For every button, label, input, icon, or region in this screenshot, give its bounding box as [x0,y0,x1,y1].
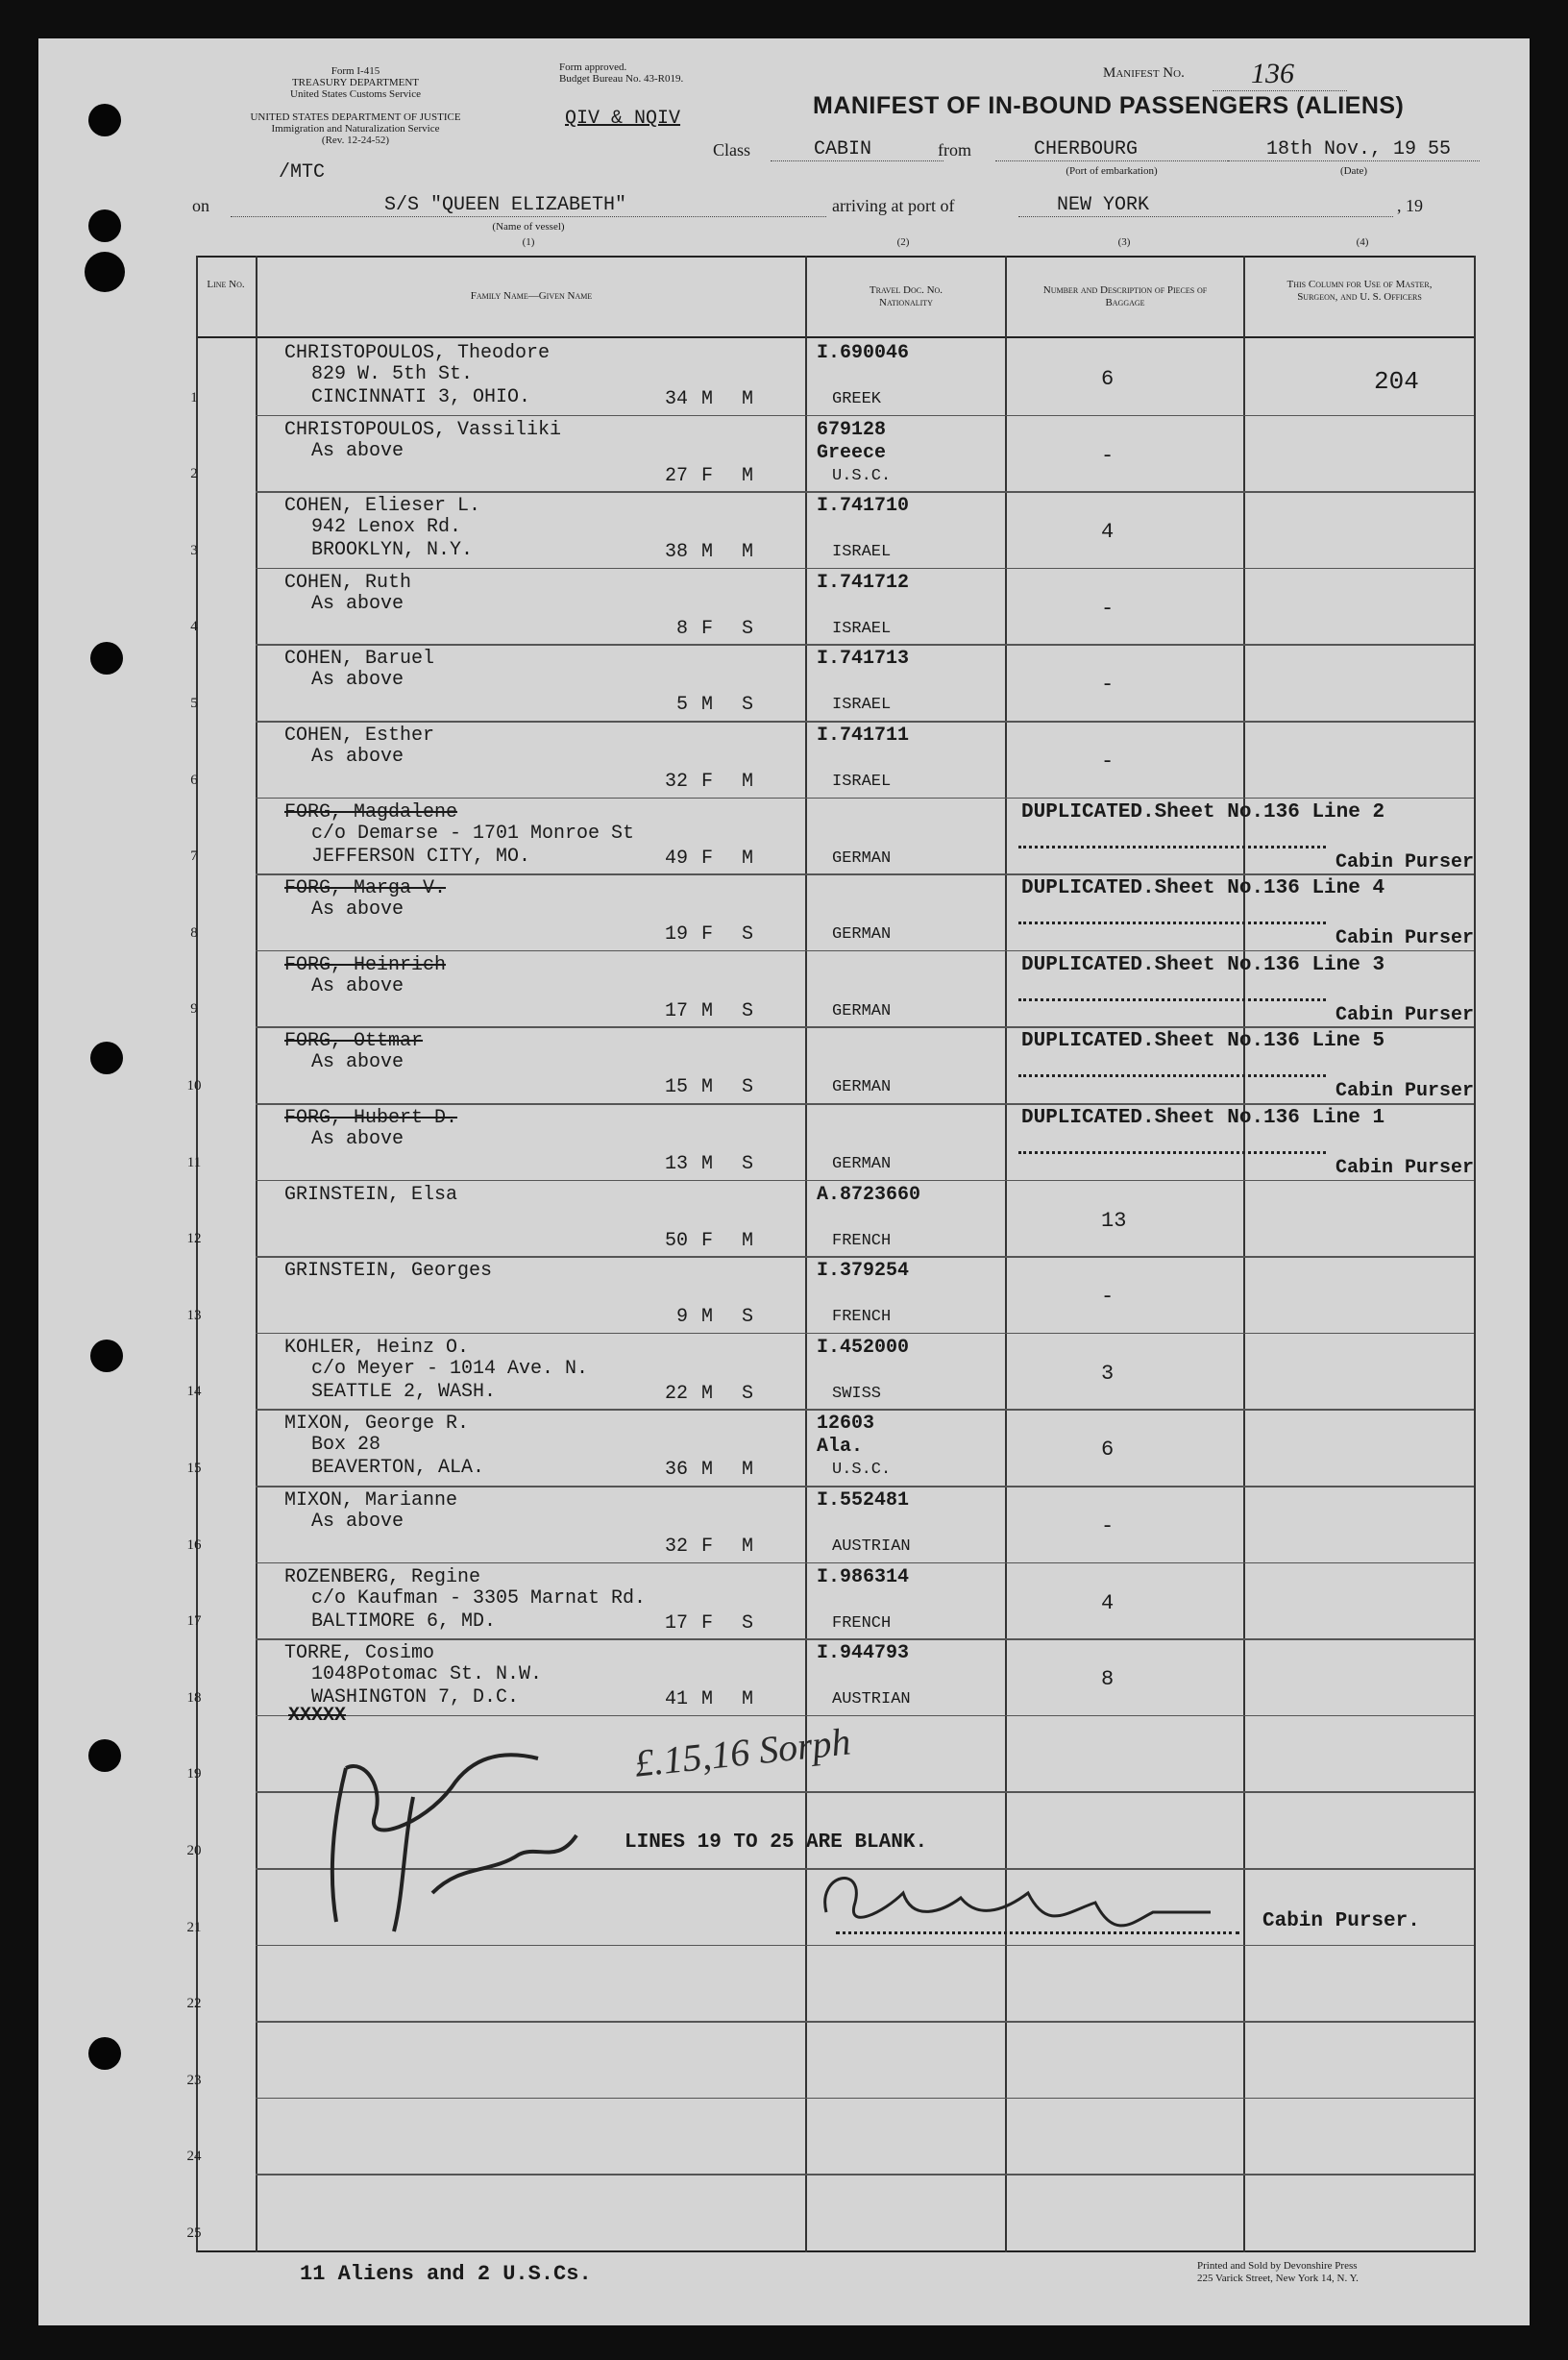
row-separator [256,1715,1474,1717]
visa-codes: QIV & NQIV [565,108,681,130]
signature-line [1018,846,1326,848]
passenger-sex: M [701,1382,714,1405]
passenger-sex: F [701,1229,714,1252]
row-separator [256,2098,1474,2100]
embarkation-caption: (Port of embarkation) [1066,165,1158,177]
struck-out-entry: XXXXX [288,1705,347,1727]
passenger-age: 5 [675,694,688,717]
line-number: 24 [186,2149,202,2165]
table-row [0,798,1568,874]
nationality: ISRAEL [832,773,892,791]
marital-status: S [742,694,754,717]
row-separator [256,2174,1474,2176]
table-row [0,568,1568,645]
signature-line [1018,1151,1326,1154]
punch-hole [88,2037,121,2070]
purser-signature [807,1855,1230,1960]
passenger-age: 19 [664,923,688,946]
passenger-address-2: BALTIMORE 6, MD. [311,1610,497,1633]
line-number: 20 [186,1843,202,1858]
passenger-name: FORG, Ottmar [284,1030,424,1053]
passenger-address-1: As above [311,746,404,768]
travel-doc-number: 679128 [817,418,887,441]
travel-doc-number: I.452000 [817,1336,910,1359]
duplicated-stamp: DUPLICATED.Sheet No.136 Line 1 [1021,1107,1385,1129]
passenger-address-1: 1048Potomac St. N.W. [311,1663,543,1686]
line-number: 13 [186,1307,202,1323]
passenger-name: CHRISTOPOULOS, Vassiliki [284,418,562,441]
table-row [0,873,1568,950]
table-row [0,491,1568,568]
passenger-sex: F [701,1611,714,1635]
passenger-address-1: As above [311,1511,404,1533]
passenger-address-2: WASHINGTON 7, D.C. [311,1686,520,1709]
line-number: 11 [186,1154,202,1170]
line-number: 8 [190,924,198,941]
from-label: from [938,140,971,160]
printer-line-2: 225 Varick Street, New York 14, N. Y. [1197,2273,1359,2284]
justice-info [192,111,519,146]
passenger-age: 17 [664,1611,688,1635]
duplicated-stamp: DUPLICATED.Sheet No.136 Line 2 [1021,800,1385,824]
baggage-count: - [1101,443,1115,468]
manifest-number: 136 [1213,58,1347,91]
marital-status: M [742,388,754,410]
baggage-count: 4 [1101,1590,1115,1615]
table-row [0,1638,1568,1715]
passenger-name: CHRISTOPOULOS, Theodore [284,342,551,364]
passenger-address-1: 829 W. 5th St. [311,363,474,385]
form-info [192,65,519,100]
vessel-name: S/S "QUEEN ELIZABETH" [231,194,826,217]
duplicated-stamp: DUPLICATED.Sheet No.136 Line 5 [1021,1030,1385,1053]
passenger-age: 41 [664,1688,688,1711]
travel-doc-number: A.8723660 [817,1183,921,1206]
passenger-address-1: As above [311,592,404,615]
travel-doc-number: I.552481 [817,1489,910,1512]
line-number: 3 [190,542,198,558]
arrival-date: 18th Nov., 19 55 [1228,138,1480,161]
line-number: 21 [186,1919,202,1935]
class-value: CABIN [771,138,943,161]
baggage-count: - [1101,750,1115,774]
baggage-count: 13 [1101,1208,1127,1233]
nationality: ISRAEL [832,619,892,638]
travel-doc-extra: Ala. [817,1436,864,1459]
line-number: 23 [186,2072,202,2088]
vessel-caption: (Name of vessel) [492,221,565,233]
nationality: FRENCH [832,1308,892,1327]
arrival-port: NEW YORK [1018,194,1393,217]
marital-status: S [742,999,754,1022]
table-row [0,1562,1568,1639]
line-number: 7 [190,848,198,865]
form-number: Form I-415 [331,65,380,77]
passenger-sex: M [701,388,714,410]
col-header-baggage: Number and Description of Pieces of Baggage [1042,284,1208,308]
passenger-address-2: CINCINNATI 3, OHIO. [311,386,531,408]
purser-stamp: Cabin Purser [1335,927,1475,950]
passenger-address-1: 942 Lenox Rd. [311,516,462,539]
marital-status: S [742,1382,754,1405]
class-label: Class [713,140,751,160]
passenger-sex: M [701,999,714,1022]
printer-line-1: Printed and Sold by Devonshire Press [1197,2260,1358,2272]
travel-doc-number: I.741712 [817,571,910,594]
punch-hole [85,252,125,292]
travel-doc-extra: Greece [817,441,887,464]
nationality: U.S.C. [832,466,892,485]
passenger-address-1: As above [311,439,404,462]
revision-date: (Rev. 12-24-52) [321,135,390,146]
nationality: FRENCH [832,1231,892,1250]
signature-line [1018,1074,1326,1077]
marital-status: M [742,847,754,870]
travel-doc-number: I.379254 [817,1260,910,1283]
passenger-sex: F [701,617,714,640]
manifest-label: Manifest No. [1103,65,1185,81]
marital-status: M [742,1688,754,1711]
signature-line [836,1931,1239,1934]
travel-doc-number: I.741710 [817,495,910,518]
date-caption: (Date) [1339,165,1368,177]
table-row [0,1486,1568,1562]
marital-status: M [742,464,754,487]
punch-hole [88,1739,121,1772]
travel-doc-number: I.741713 [817,648,910,671]
passenger-age: 22 [664,1382,688,1405]
passenger-sex: F [701,464,714,487]
marital-status: S [742,1076,754,1099]
blank-lines-note: LINES 19 TO 25 ARE BLANK. [625,1831,928,1854]
passenger-name: KOHLER, Heinz O. [284,1336,470,1359]
passenger-total: 11 Aliens and 2 U.S.Cs. [300,2262,592,2286]
passenger-age: 8 [675,617,688,640]
col-header-line: Line No. [207,279,245,290]
passenger-address-2: BROOKLYN, N.Y. [311,539,474,562]
travel-doc-number: I.741711 [817,725,910,747]
signature-line [1018,998,1326,1001]
travel-doc-number: 12603 [817,1413,875,1436]
marital-status: S [742,1153,754,1175]
marital-status: M [742,771,754,793]
passenger-name: GRINSTEIN, Elsa [284,1183,458,1206]
line-number: 16 [186,1536,202,1553]
nationality: ISRAEL [832,543,892,562]
punch-hole [88,104,121,136]
passenger-sex: F [701,1536,714,1558]
passenger-name: FORG, Hubert D. [284,1107,458,1129]
col-header-doc: Travel Doc. No. Nationality [869,284,943,308]
port-of-embarkation: CHERBOURG [995,138,1228,161]
passenger-address-1: c/o Kaufman - 3305 Marnat Rd. [311,1586,647,1610]
purser-stamp: Cabin Purser [1335,1157,1475,1179]
printer-info [1197,2260,1359,2285]
passenger-sex: M [701,1688,714,1711]
marital-status: M [742,541,754,564]
marital-status: S [742,1306,754,1329]
baggage-count: - [1101,596,1115,621]
passenger-address-1: As above [311,1051,404,1074]
officer-note: 204 [1374,367,1419,396]
passenger-age: 32 [664,771,688,793]
marital-status: M [742,1229,754,1252]
col-number-3: (3) [1117,236,1131,248]
table-row [0,1180,1568,1257]
marital-status: S [742,923,754,946]
justice-dept: UNITED STATES DEPARTMENT OF JUSTICE [250,111,461,123]
punch-hole [88,209,121,242]
passenger-sex: M [701,1306,714,1329]
passenger-name: GRINSTEIN, Georges [284,1260,493,1283]
nationality: GERMAN [832,1155,892,1173]
baggage-count: 6 [1101,367,1115,391]
passenger-name: FORG, Magdalene [284,800,458,824]
customs-service: United States Customs Service [290,88,421,100]
nationality: ISRAEL [832,696,892,715]
budget-bureau: Budget Bureau No. 43-R019. [559,73,684,85]
table-row [0,950,1568,1027]
line-number: 12 [186,1231,202,1247]
baggage-count: - [1101,673,1115,698]
nationality: GERMAN [832,925,892,945]
passenger-name: TORRE, Cosimo [284,1642,435,1665]
table-row [0,1409,1568,1486]
table-bottom-border [196,2250,1474,2252]
passenger-age: 32 [664,1536,688,1558]
table-row [0,721,1568,798]
nationality: GERMAN [832,1001,892,1020]
passenger-address-1: As above [311,974,404,997]
line-number: 4 [190,619,198,635]
treasury-dept: TREASURY DEPARTMENT [291,77,420,88]
table-row [0,1103,1568,1180]
col-header-officers: This Column for Use of Master, Surgeon, and U. S. Officers [1286,279,1433,303]
line-number: 22 [186,1996,202,2012]
passenger-age: 36 [664,1459,688,1482]
passenger-age: 38 [664,541,688,564]
passenger-age: 49 [664,847,688,870]
line-number: 19 [186,1766,202,1782]
baggage-count: 6 [1101,1438,1115,1463]
purser-stamp: Cabin Purser [1335,1003,1475,1026]
passenger-sex: M [701,1459,714,1482]
marital-status: S [742,1611,754,1635]
baggage-count: 3 [1101,1361,1115,1386]
passenger-address-2: SEATTLE 2, WASH. [311,1380,497,1403]
passenger-address-1: c/o Demarse - 1701 Monroe St [311,822,635,845]
line-number: 15 [186,1461,202,1476]
col-number-1: (1) [522,236,535,248]
passenger-name: MIXON, George R. [284,1413,470,1436]
nationality: AUSTRIAN [832,1690,911,1709]
marital-status: M [742,1459,754,1482]
travel-doc-number: I.690046 [817,342,910,364]
passenger-age: 13 [664,1153,688,1175]
baggage-count: 8 [1101,1667,1115,1692]
marital-status: M [742,1536,754,1558]
ins-service: Immigration and Naturalization Service [271,123,440,135]
passenger-address-1: Box 28 [311,1434,381,1457]
passenger-name: MIXON, Marianne [284,1489,458,1512]
line-number: 9 [190,1001,198,1018]
baggage-count: - [1101,1514,1115,1538]
passenger-name: COHEN, Elieser L. [284,495,481,518]
line-number: 25 [186,2225,202,2241]
passenger-address-1: As above [311,1128,404,1150]
passenger-age: 27 [664,464,688,487]
passenger-address-1: As above [311,898,404,922]
nationality: FRENCH [832,1613,892,1633]
passenger-sex: M [701,1153,714,1175]
passenger-address-2: BEAVERTON, ALA. [311,1457,485,1480]
table-row [0,338,1568,415]
passenger-sex: M [701,1076,714,1099]
table-row [0,1333,1568,1410]
marital-status: S [742,617,754,640]
nationality: GERMAN [832,1078,892,1097]
line-number: 5 [190,696,198,711]
baggage-count: - [1101,1285,1115,1310]
passenger-age: 17 [664,999,688,1022]
passenger-sex: M [701,541,714,564]
line-number: 10 [186,1078,202,1094]
officer-signature [307,1730,615,1960]
purser-stamp: Cabin Purser [1335,1080,1475,1103]
passenger-name: FORG, Heinrich [284,953,447,976]
line-number: 6 [190,772,198,788]
line-number: 17 [186,1613,202,1630]
passenger-address-2: JEFFERSON CITY, MO. [311,845,531,868]
line-number: 2 [190,466,198,482]
passenger-age: 9 [675,1306,688,1329]
duplicated-stamp: DUPLICATED.Sheet No.136 Line 4 [1021,877,1385,900]
travel-doc-number: I.986314 [817,1565,910,1588]
col-number-4: (4) [1356,236,1369,248]
table-row [0,1256,1568,1333]
line-number: 14 [186,1384,202,1400]
col-header-name: Family Name—Given Name [470,290,593,302]
purser-stamp: Cabin Purser [1335,850,1475,873]
passenger-sex: F [701,923,714,946]
passenger-address-1: c/o Meyer - 1014 Ave. N. [311,1357,589,1380]
duplicated-stamp: DUPLICATED.Sheet No.136 Line 3 [1021,953,1385,976]
passenger-name: COHEN, Baruel [284,648,435,671]
table-row [0,415,1568,492]
passenger-sex: M [701,694,714,717]
handwritten-note: £.15,16 Sorph [632,1719,853,1785]
travel-doc-number: I.944793 [817,1642,910,1665]
table-row [0,1026,1568,1103]
passenger-name: ROZENBERG, Regine [284,1565,481,1588]
year-label: , 19 [1397,196,1423,215]
baggage-count: 4 [1101,520,1115,545]
passenger-name: COHEN, Ruth [284,571,412,594]
row-separator [256,2021,1474,2023]
passenger-sex: F [701,847,714,870]
on-label: on [192,196,209,215]
passenger-age: 50 [664,1229,688,1252]
nationality: SWISS [832,1384,882,1403]
arriving-label: arriving at port of [832,196,955,215]
mtc-mark: /MTC [279,161,326,184]
col-number-2: (2) [896,236,910,248]
passenger-age: 15 [664,1076,688,1099]
passenger-age: 34 [664,388,688,410]
nationality: U.S.C. [832,1461,892,1480]
manifest-title: MANIFEST OF IN-BOUND PASSENGERS (ALIENS) [813,92,1405,119]
signature-line [1018,922,1326,924]
table-row [0,644,1568,721]
line-number: 18 [186,1689,202,1706]
passenger-sex: F [701,771,714,793]
nationality: AUSTRIAN [832,1537,911,1556]
purser-signoff: Cabin Purser. [1262,1910,1420,1932]
nationality: GERMAN [832,848,892,868]
passenger-name: COHEN, Esther [284,725,435,747]
line-number: 1 [190,389,198,406]
passenger-address-1: As above [311,669,404,692]
table-top-border [196,256,1474,258]
form-approved: Form approved. [559,61,627,73]
passenger-name: FORG, Marga V. [284,877,447,900]
nationality: GREEK [832,390,882,408]
approval-info [559,61,683,85]
